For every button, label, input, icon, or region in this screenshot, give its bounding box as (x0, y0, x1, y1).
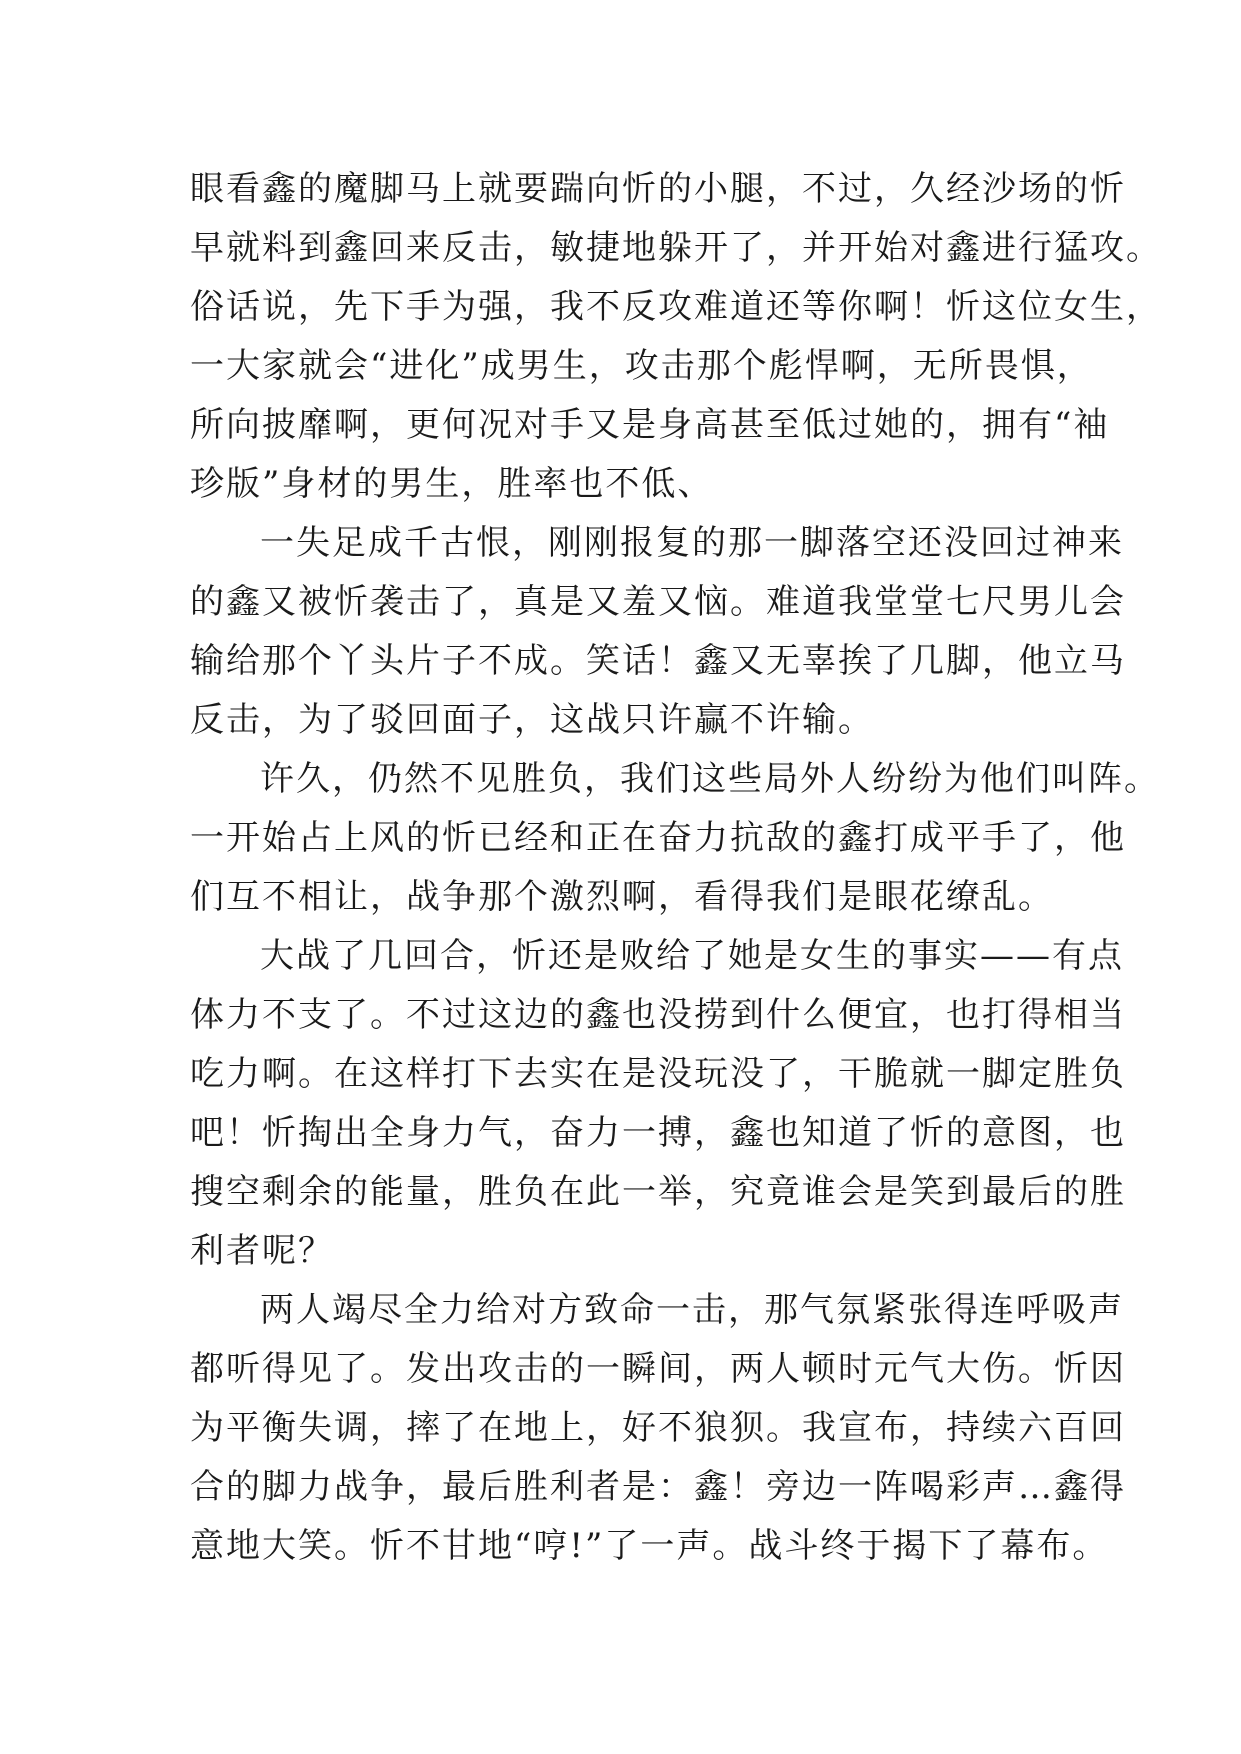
text-line: 合的脚力战争，最后胜利者是：鑫！旁边一阵喝彩声…鑫得 (190, 1467, 1126, 1507)
text-line: 早就料到鑫回来反击，敏捷地躲开了，并开始对鑫进行猛攻。 (190, 228, 1162, 268)
paragraph-5 (190, 1281, 1126, 1576)
text-line: 两人竭尽全力给对方致命一击，那气氛紧张得连呼吸声 (260, 1290, 1124, 1330)
text-line: 眼看鑫的魔脚马上就要踹向忻的小腿，不过，久经沙场的忻 (190, 169, 1126, 209)
text-line: 搜空剩余的能量，胜负在此一举，究竟谁会是笑到最后的胜 (190, 1172, 1126, 1212)
paragraph-2 (190, 514, 1126, 750)
text-line: 珍版”身材的男生，胜率也不低、 (190, 464, 714, 504)
text-line: 体力不支了。不过这边的鑫也没捞到什么便宜，也打得相当 (190, 995, 1126, 1035)
text-line: 都听得见了。发出攻击的一瞬间，两人顿时元气大伤。忻因 (190, 1349, 1126, 1389)
text-line: 所向披靡啊，更何况对手又是身高甚至低过她的，拥有“袖 (190, 405, 1110, 445)
text-line: 吧！忻掏出全身力气，奋力一搏，鑫也知道了忻的意图，也 (190, 1113, 1126, 1153)
paragraph-4 (190, 927, 1126, 1281)
document-body (190, 160, 1162, 1576)
text-line: 俗话说，先下手为强，我不反攻难道还等你啊！忻这位女生， (190, 287, 1162, 327)
text-line: 的鑫又被忻袭击了，真是又羞又恼。难道我堂堂七尺男儿会 (190, 582, 1126, 622)
text-line: 吃力啊。在这样打下去实在是没玩没了，干脆就一脚定胜负 (190, 1054, 1126, 1094)
text-line: 输给那个丫头片子不成。笑话！鑫又无辜挨了几脚，他立马 (190, 641, 1126, 681)
text-line: 们互不相让，战争那个激烈啊，看得我们是眼花缭乱。 (190, 877, 1054, 917)
text-line: 为平衡失调，摔了在地上，好不狼狈。我宣布，持续六百回 (190, 1408, 1126, 1448)
text-line: 意地大笑。忻不甘地“哼!”了一声。战斗终于揭下了幕布。 (190, 1526, 1109, 1566)
paragraph-3 (190, 750, 1160, 927)
text-line: 一大家就会“进化”成男生，攻击那个彪悍啊，无所畏惧， (190, 346, 1093, 386)
text-line: 大战了几回合，忻还是败给了她是女生的事实——有点 (260, 936, 1124, 976)
paragraph-1 (190, 160, 1162, 514)
text-line: 利者呢？ (190, 1231, 334, 1271)
text-line: 反击，为了驳回面子，这战只许赢不许输。 (190, 700, 874, 740)
text-line: 许久，仍然不见胜负，我们这些局外人纷纷为他们叫阵。 (260, 759, 1160, 799)
text-line: 一失足成千古恨，刚刚报复的那一脚落空还没回过神来 (260, 523, 1124, 563)
text-line: 一开始占上风的忻已经和正在奋力抗敌的鑫打成平手了，他 (190, 818, 1126, 858)
